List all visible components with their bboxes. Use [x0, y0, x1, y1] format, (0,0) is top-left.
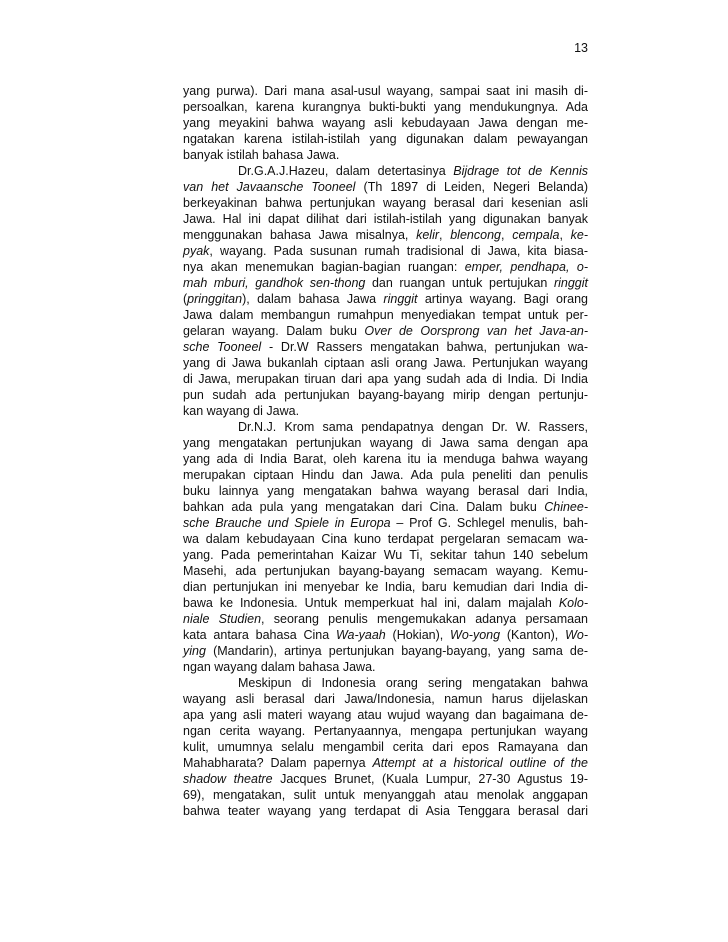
text-segment: dian pertunjukan ini menyebar ke India, baru kemudian dari India di-: [183, 580, 588, 594]
text-segment: ,: [559, 228, 571, 242]
text-segment: (Th 1897 di Leiden, Negeri Belanda): [355, 180, 589, 194]
text-segment: ,: [439, 228, 451, 242]
italic-text: Attempt at a historical outline of the: [372, 756, 588, 770]
page-number: 13: [574, 41, 588, 55]
text-line: [183, 131, 588, 147]
text-segment: - Dr.W Rassers mengatakan bahwa, pertunjukan wa-: [261, 340, 588, 354]
text-line: [183, 259, 588, 275]
text-line: [183, 643, 588, 659]
text-segment: wa dalam kebudayaan Cina kuno terdapat pergelaran semacam wa-: [183, 532, 588, 546]
text-line: [183, 371, 588, 387]
text-line: [183, 659, 588, 675]
text-line: [183, 803, 588, 819]
text-segment: berkeyakinan bahwa pertunjukan wayang berasal dari kesenian asli: [183, 196, 588, 210]
text-segment: ngan wayang dalam bahasa Jawa.: [183, 660, 376, 674]
italic-text: kelir: [416, 228, 440, 242]
text-segment: dan ruangan untuk pertujukan: [365, 276, 554, 290]
italic-text: ringgit: [553, 276, 588, 290]
text-line: [183, 211, 588, 227]
text-segment: Jawa. Hal ini dapat dilihat dari istilah-istilah yang digunakan banyak: [183, 212, 588, 226]
italic-text: ke-: [570, 228, 589, 242]
italic-text: Over de Oorsprong van het Java-an-: [364, 324, 589, 338]
text-line: [183, 771, 588, 787]
italic-text: emper, pendhapa, o-: [464, 260, 588, 274]
italic-text: van het Javaansche Tooneel: [183, 180, 356, 194]
text-line: [183, 787, 588, 803]
italic-text: Bijdrage tot de Kennis: [453, 164, 588, 178]
text-line: [183, 467, 588, 483]
italic-text: cempala: [512, 228, 560, 242]
text-segment: Masehi, ada pertunjukan bayang-bayang semacam wayang. Kemu-: [183, 564, 588, 578]
text-segment: nya akan menemukan bagian-bagian ruangan:: [183, 260, 465, 274]
italic-text: sche Tooneel: [183, 340, 262, 354]
text-line: [183, 595, 588, 611]
italic-text: pyak: [183, 244, 210, 258]
text-line: [183, 691, 588, 707]
italic-text: Wa-yaah: [335, 628, 386, 642]
text-line: [183, 627, 588, 643]
text-segment: artinya wayang. Bagi orang: [417, 292, 588, 306]
text-segment: apa yang asli materi wayang atau wujud wayang dan bagaimana de-: [183, 708, 588, 722]
text-segment: gelaran wayang. Dalam buku: [183, 324, 365, 338]
text-segment: Mahabharata? Dalam papernya: [183, 756, 373, 770]
text-segment: (: [183, 292, 188, 306]
italic-text: sche Brauche und Spiele in Europa: [183, 516, 391, 530]
text-line: [183, 179, 588, 195]
text-segment: bawa ke Indonesia. Untuk memperkuat hal ini, dalam majalah: [183, 596, 559, 610]
text-segment: , seorang penulis mengemukakan adanya persamaan: [261, 612, 588, 626]
text-line: [183, 227, 588, 243]
text-segment: kan wayang di Jawa.: [183, 404, 300, 418]
italic-text: shadow theatre: [183, 772, 273, 786]
text-segment: Dr.G.A.J.Hazeu, dalam detertasinya: [238, 164, 454, 178]
text-line: [183, 579, 588, 595]
text-line: [183, 355, 588, 371]
text-segment: ,: [500, 228, 513, 242]
italic-text: blencong: [450, 228, 501, 242]
text-segment: 69), mengatakan, sulit untuk menyanggah atau menolak anggapan: [183, 788, 588, 802]
text-line: [183, 307, 588, 323]
text-line: [183, 387, 588, 403]
text-segment: yang meyakini bahwa wayang asli kebudayaan Jawa dengan me-: [183, 116, 588, 130]
text-segment: persoalkan, karena kurangnya bukti-bukti yang mendukungnya. Ada: [183, 100, 588, 114]
italic-text: Chinee-: [544, 500, 588, 514]
italic-text: niale Studien: [183, 612, 262, 626]
text-segment: menggunakan bahasa Jawa misalnya,: [183, 228, 417, 242]
text-line: [183, 723, 588, 739]
text-segment: yang. Pada pemerintahan Kaizar Wu Ti, sekitar tahun 140 sebelum: [183, 548, 588, 562]
text-line: [183, 451, 588, 467]
text-line: [183, 243, 588, 259]
text-segment: kata antara bahasa Cina: [183, 628, 336, 642]
text-segment: ngan cerita wayang. Pertanyaannya, mengapa pertunjukan wayang: [183, 724, 588, 738]
italic-text: Kolo-: [558, 596, 588, 610]
text-line: [183, 755, 588, 771]
text-line: [183, 99, 588, 115]
text-segment: Jawa dalam membangun rumahpun menyediakan tempat untuk per-: [183, 308, 588, 322]
text-segment: ), dalam bahasa Jawa: [242, 292, 384, 306]
text-segment: merupakan ciptaan Hindu dan Jawa. Ada pula peneliti dan penulis: [183, 468, 588, 482]
text-line: [183, 115, 588, 131]
text-segment: buku lainnya yang mengatakan bahwa wayang berasal dari India,: [183, 484, 588, 498]
text-line: [183, 611, 588, 627]
text-line: [183, 563, 588, 579]
text-line: [183, 531, 588, 547]
text-line: [183, 483, 588, 499]
text-segment: bahkan ada pula yang mengatakan dari Cina. Dalam buku: [183, 500, 545, 514]
text-segment: pun sudah ada pertunjukan bayang-bayang mirip dengan pertunju-: [183, 388, 588, 402]
text-segment: , wayang. Pada susunan rumah tradisional di Jawa, kita biasa-: [209, 244, 588, 258]
text-line: [183, 739, 588, 755]
italic-text: mah mburi, gandhok sen-thong: [183, 276, 366, 290]
text-line: [183, 195, 588, 211]
italic-text: ringgit: [383, 292, 418, 306]
text-segment: (Hokian),: [385, 628, 451, 642]
text-line: [183, 163, 588, 179]
text-segment: Jacques Brunet, (Kuala Lumpur, 27-30 Agustus 19-: [272, 772, 588, 786]
italic-text: ying: [183, 644, 206, 658]
text-line: [183, 403, 588, 419]
text-segment: di Jawa, merupakan tiruan dari apa yang sudah ada di India. Di India: [183, 372, 588, 386]
text-segment: yang ada di India Barat, oleh karena itu ia menduga bahwa wayang: [183, 452, 588, 466]
text-line: [183, 435, 588, 451]
italic-text: Wo-: [565, 628, 588, 642]
text-segment: wayang asli berasal dari Jawa/Indonesia, namun harus dijelaskan: [183, 692, 588, 706]
text-segment: kulit, umumnya selalu mengambil cerita dari epos Ramayana dan: [183, 740, 588, 754]
text-line: [183, 675, 588, 691]
text-line: [183, 339, 588, 355]
document-body: [183, 83, 588, 819]
text-line: [183, 547, 588, 563]
text-segment: – Prof G. Schlegel menulis, bah-: [390, 516, 588, 530]
text-line: [183, 291, 588, 307]
text-line: [183, 275, 588, 291]
text-line: [183, 707, 588, 723]
text-segment: Dr.N.J. Krom sama pendapatnya dengan Dr. W. Rassers,: [238, 420, 588, 434]
text-segment: yang mengatakan pertunjukan wayang di Jawa sama dengan apa: [183, 436, 588, 450]
italic-text: Wo-yong: [450, 628, 501, 642]
text-segment: bahwa teater wayang yang terdapat di Asia Tenggara berasal dari: [183, 804, 588, 818]
text-line: [183, 323, 588, 339]
text-segment: (Mandarin), artinya pertunjukan bayang-bayang, yang sama de-: [205, 644, 588, 658]
text-segment: banyak istilah bahasa Jawa.: [183, 148, 340, 162]
italic-text: pringgitan: [187, 292, 243, 306]
text-line: [183, 515, 588, 531]
text-segment: ngatakan karena istilah-istilah yang digunakan dalam pewayangan: [183, 132, 588, 146]
text-segment: (Kanton),: [500, 628, 566, 642]
text-line: [183, 499, 588, 515]
text-line: [183, 83, 588, 99]
text-line: [183, 419, 588, 435]
text-segment: Meskipun di Indonesia orang sering mengatakan bahwa: [238, 676, 588, 690]
text-line: [183, 147, 588, 163]
text-segment: yang di Jawa bukanlah ciptaan asli orang Jawa. Pertunjukan wayang: [183, 356, 588, 370]
text-segment: yang purwa). Dari mana asal-usul wayang, sampai saat ini masih di-: [183, 84, 588, 98]
